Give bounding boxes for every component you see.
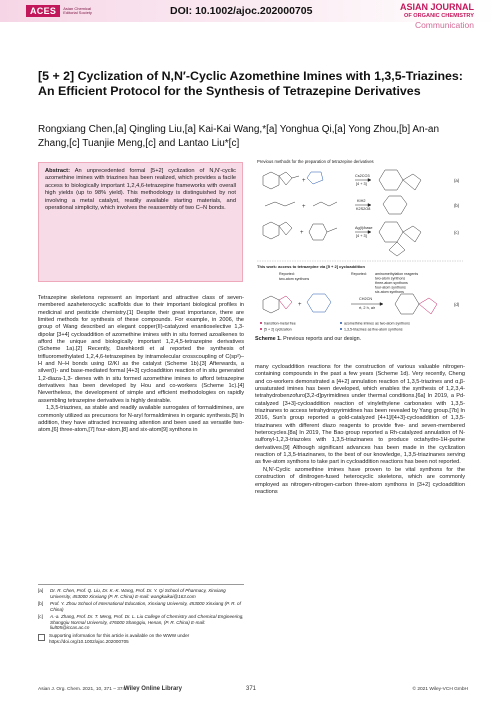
footnote-key: [b]	[38, 600, 44, 606]
bullet-icon	[260, 328, 262, 330]
scheme-row-c	[263, 222, 421, 256]
scheme-cond-b1: KIH2	[357, 199, 366, 203]
scheme-bullet-3: 1,3,5-triazines as five-atom synthons	[344, 327, 403, 332]
scheme-label-d: (d)	[454, 302, 460, 307]
footnote-text: Dr. R. Chen, Prof. Q. Liu, Dr. K.-K. Wang, Prof. Dr. Y. Qi School of Pharmacy, Xinxiang University, 453000 Xinxiang (P. R. China) E-mail: wangkaikai@163.com	[50, 588, 226, 599]
scheme-plus-b: +	[302, 204, 306, 210]
affiliation-footnotes	[38, 584, 244, 645]
body-column-left	[38, 295, 244, 435]
footnote	[38, 588, 244, 600]
scheme-cond-c1: Ag(I)/base	[355, 226, 373, 230]
scheme-this-work: This work: access to tetrazepine via [5 + 2] cycloaddition	[257, 264, 365, 269]
scheme-cond-b2: K2S2O8	[356, 207, 371, 211]
scheme-reported2-item-2: three-atom synthons	[375, 281, 408, 285]
scheme-cond-a2: [4 + 3]	[356, 182, 367, 186]
scheme-label-b: (b)	[454, 203, 460, 208]
doi-link[interactable]: DOI: 10.1002/ajoc.202000705	[170, 5, 313, 17]
journal-name-line1: ASIAN JOURNAL	[399, 2, 474, 12]
body-column-right	[255, 364, 465, 496]
abstract-text: An unprecedented formal [5+2] cyclization of N,N′-cyclic azomethine imines with triazines has been realized, which provides a facile access to biologically important 1,2,4,6-tetrazepine frameworks with overall high yields (up to 98% yield). This methodology is distinguished by not involving a metal catalyst, readily available starting materials, and operational simplicity, which involves the reassembly of two C–N bonds.	[45, 168, 236, 212]
scheme-row-b	[265, 196, 407, 214]
aces-logo-subtitle: Asian Chemical Editorial Society	[63, 5, 92, 15]
scheme-caption-text: Previous reports and our design.	[283, 336, 362, 342]
scheme-label-c: (c)	[454, 230, 459, 235]
footnote	[38, 614, 244, 632]
footnote-text: Prof. Y. Zhou School of International Education, Xinxiang University, 453000 Xinxiang (P. R. of China)	[50, 600, 241, 612]
scheme-reported2: Reported:	[351, 272, 367, 276]
scheme-reported2-item-4: six-atom synthons	[375, 290, 404, 294]
footer-copyright: © 2021 Wiley-VCH GmbH	[412, 687, 468, 692]
wiley-online-library-link[interactable]: Wiley Online Library	[124, 686, 182, 692]
journal-name-line2: OF ORGANIC CHEMISTRY	[403, 13, 474, 19]
footnote-text: A.-a. Zhang, Prof. Dr. T. Meng, Prof. Dr. L. Liu College of Chemistry and Chemical Engineering, Shangqiu Normal University, 476000 Shangqiu, Henan, (P. R. China) E-mail: liult05@iccas.ac.cn	[50, 613, 244, 631]
scheme-label-a: (a)	[454, 178, 460, 183]
footnote	[38, 601, 244, 613]
scheme-cond-d2: rt, 2 h, air	[359, 306, 376, 310]
aces-logo	[26, 4, 103, 18]
footnote-key: [a]	[38, 588, 44, 593]
scheme-header-text: Previous methods for the preparation of tetrazepine derivatives	[257, 159, 374, 164]
scheme-reported2-item-3: four-atom synthons	[375, 285, 406, 290]
scheme-row-d	[263, 294, 437, 314]
supporting-info[interactable]	[38, 633, 244, 645]
scheme-cond-c2: [4 + 3]	[356, 234, 367, 238]
document-icon	[38, 634, 45, 641]
scheme-caption	[255, 336, 465, 342]
scheme-1-figure	[255, 158, 465, 350]
scheme-reported2-item-0: aminomethylation reagents	[375, 272, 419, 276]
author-list: Rongxiang Chen,[a] Qingling Liu,[a] Kai-Kai Wang,*[a] Yonghua Qi,[a] Yong Zhou,[b] An-an Zhang,[c] Tuanjie Meng,[c] and Lantao Liu*[c]	[38, 124, 440, 149]
scheme-reported2-item-1: two-atom synthons	[375, 276, 406, 281]
bullet-icon	[340, 322, 342, 324]
supporting-info-text: Supporting information for this article is available on the WWW under https://doi.org/10.1002/ajoc.202000705	[49, 633, 190, 645]
scheme-cond-a1: Cs2CO3	[355, 174, 370, 178]
body-paragraph: Tetrazepine skeletons represent an important and attractive class of seven-membered azaheterocyclic scaffolds due to their important biological profiles in medicinal and pesticide chemistry.[1] Despite their great importance, there are limited methods for synthesis of these compounds. For example, in 2006, the group of Wang described an elegant copper(II)-catalyzed enantioselective 1,3-dipolar [3+4] cycloaddition of azomethine imines with in situ formed azoalkenes to afford the unique and biologically important 1,2,4,5-tetrazepine derivatives (Scheme 1a).[2] Recently, Darehkordi et al reported the synthesis of trifluoromethylated 1,2,4,6-tetrazepines by intramolecular crosscoupling of C(sp²)–H and N–H bonds using I2/KI as the catalyst (Scheme 1b).[3] Afterwards, a silver(I)- and base-mediated formal [4+3] cycloaddition reaction of in situ generated 1,2-diaza-1,3- dienes with in situ formed azomethine imines to afford tetrazepine derivatives has been developed by Hou and co-workers (Scheme 1c).[4] Nevertheless, the development of simple and efficient methodologies on rapidly assembling tetrazepine derivatives is highly desirable.	[38, 295, 244, 404]
scheme-reported1-item: two-atom synthons	[279, 277, 310, 281]
scheme-reported1: Reported:	[279, 272, 295, 276]
article-type: Communication	[414, 20, 474, 30]
aces-logo-text: ACES	[26, 5, 60, 17]
body-paragraph: 1,3,5-triazines, as stable and readily available surrogates of formaldimines, are commonly utilized as precursors for N-aryl formaldimines in organic synthesis.[5] In addition, they have attracted increasing attention and been used as versatile two-atom,[6] three-atom,[7] four-atom,[8] and six-atom[9] synthons in	[38, 405, 244, 434]
article-title: [5 + 2] Cyclization of N,N′-Cyclic Azomethine Imines with 1,3,5-Triazines: An Efficient Protocol for the Synthesis of Tetrazepine Derivatives	[38, 69, 463, 98]
scheme-cond-d1: CH2CN	[359, 297, 373, 301]
journal-logo	[400, 3, 474, 30]
scheme-plus-a: +	[302, 178, 306, 184]
scheme-bullet-1: azomethine imines as two-atom synthons	[344, 321, 410, 326]
bullet-icon	[260, 322, 262, 324]
abstract-label: Abstract:	[45, 168, 70, 174]
footnote-key: [c]	[38, 613, 43, 619]
scheme-caption-label: Scheme 1.	[255, 336, 282, 342]
page-number: 371	[246, 686, 257, 692]
bullet-icon	[340, 328, 342, 330]
scheme-row-a	[263, 170, 421, 190]
scheme-plus-d: +	[298, 302, 302, 308]
scheme-bullet-0: transition-metal free	[264, 321, 296, 326]
footer-citation: Asian J. Org. Chem. 2021, 10, 371 – 374	[38, 687, 126, 692]
body-paragraph: many cycloaddition reactions for the construction of various valuable nitrogen-containing compounds in the past a few years (Scheme 1d). Very recently, Cheng and co-workers demonstrated a [4+2] annulation reaction of 1,3,5-triazines and α,β-unsaturated imines has been developed, which enables the synthesis of 1,2,3,4-tetrahydrobenzofuro[3,2-d]pyrimidines under thermal conditions.[6a] In 2019, a Pd-catalyzed [3+3]-cycloaddition reaction of vinylethylene carbonates with 1,3,5-triazinanes to access tetrahydropyrimidines has been revealed by Yang group.[7b] In 2016, Sun's group reported a gold-catalyzed [4+1]/[4+3]-cycloaddition of 1,3,5-triazinanes with different diazo reagents to provide five- and seven-membered heterocycles.[8a] In 2019, The Bao group reported a Rh-catalyzed annulation of N-sulfonyl-1,2,3-triazoles with 1,3,5-triazinanes to produce octahydro-1H-purine derivatives.[9] Although significant advances has been made in the cyclization reaction of 1,3,5-triazinanes, to the best of our knowledge, 1,3,5-triazinanes serving as five-atom synthons to take part in cycloaddition reactions has been not reported.	[255, 364, 465, 466]
body-paragraph: N,N′-Cyclic azomethine imines have proven to be vital synthons for the construction of dinitrogen-fused heterocyclic skeletons, which are commonly employed as nitrogen-nitrogen-carbon three-atom synthons in [3+2] cycloaddition reactions	[255, 466, 465, 495]
scheme-plus-c: +	[300, 230, 304, 236]
scheme-bullet-2: [5 + 2] cyclization	[264, 327, 292, 332]
abstract-box	[38, 162, 243, 282]
